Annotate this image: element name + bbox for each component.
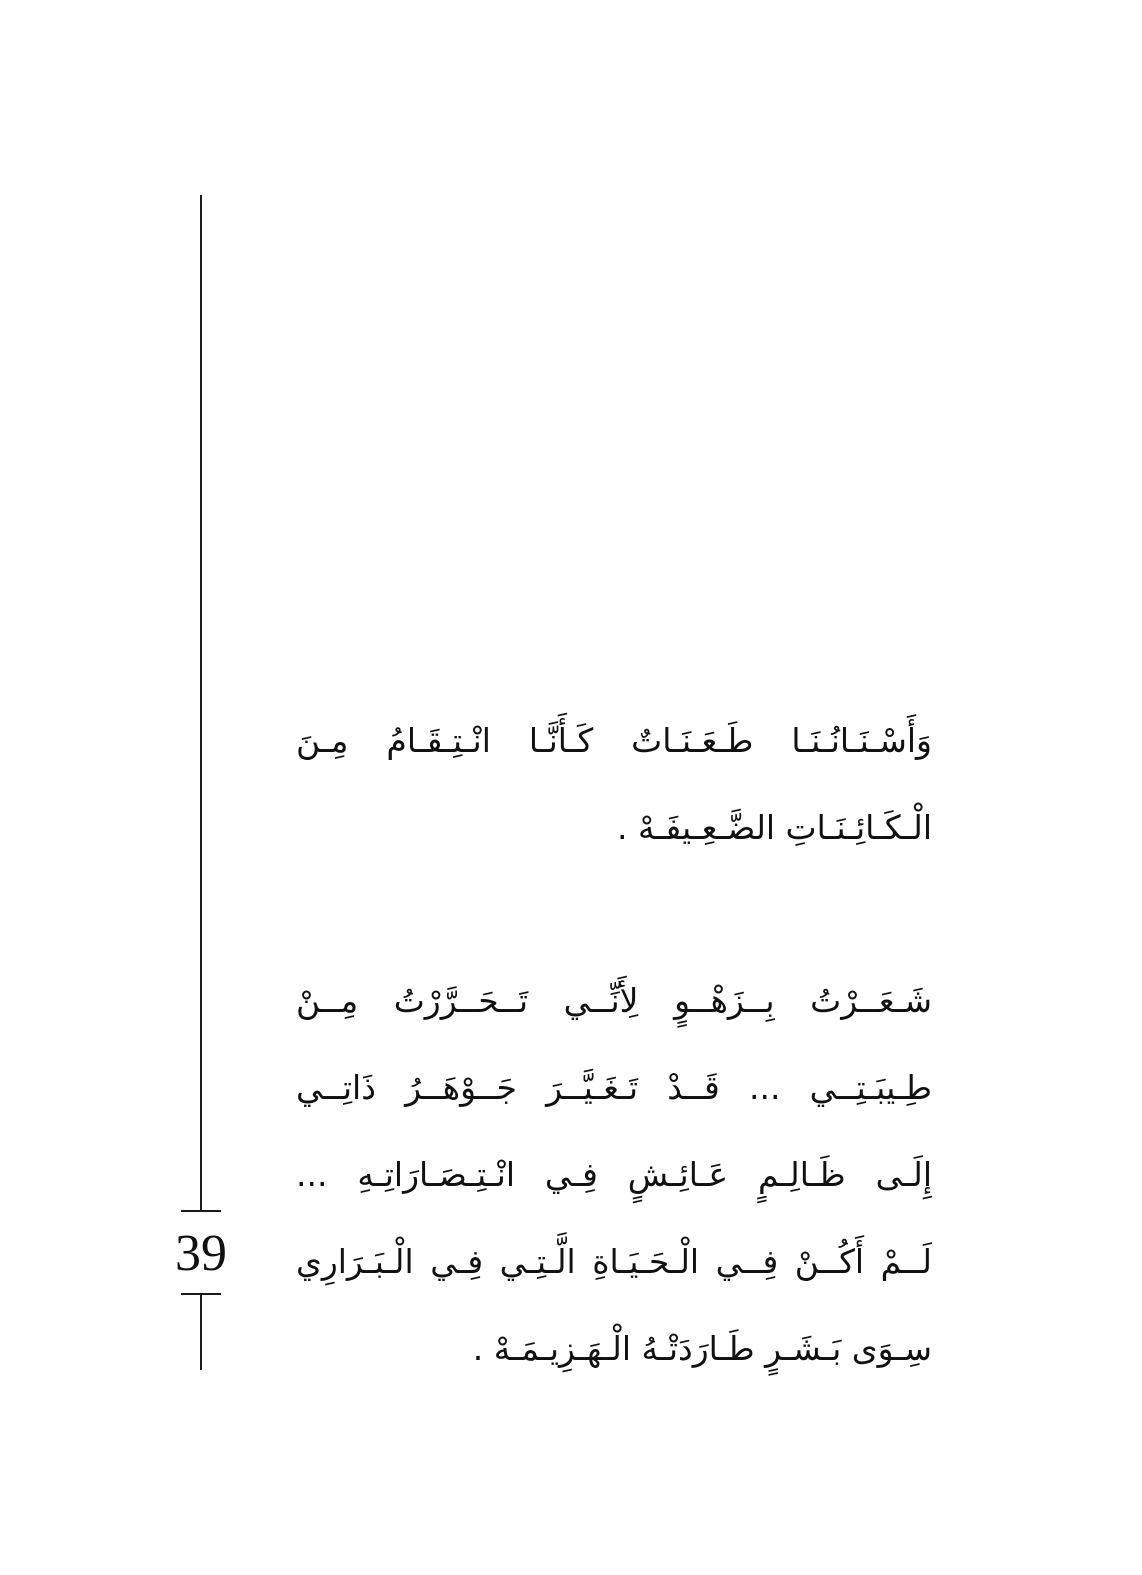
text-line: طِـيبَـتِــي ... قَــدْ تَـغَـيَّــرَ جَــوْهَــرُ ذَاتِــي bbox=[296, 1068, 932, 1107]
text-line: لَــمْ أَكُــنْ فِــي الْـحَـيَـاةِ الَّـتِـي فِـي الْـبَـرَارِي bbox=[296, 1242, 932, 1281]
text-line: شَـعَــرْتُ بِــزَهْــوٍ لِأَنِّــي تَــحَــرَّرْتُ مِــنْ bbox=[296, 981, 932, 1020]
text-line: إِلَـى ظَـالِـمٍ عَـائِـشٍ فِـي انْـتِـصَـارَاتِـهِ ... bbox=[296, 1155, 932, 1194]
page-number-tick-top bbox=[181, 1210, 221, 1212]
text-line: سِـوَى بَـشَـرٍ طَـارَدَتْـهُ الْـهَـزِيـمَـهْ . bbox=[472, 1329, 932, 1368]
text-line: وَأَسْـنَـانُـنَـا طَـعَـنَـاتٌ كَـأَنَّـا انْـتِـقَـامُ مِـنَ bbox=[296, 721, 932, 760]
margin-rule-bottom bbox=[200, 1294, 202, 1370]
margin-rule-top bbox=[200, 195, 202, 1211]
paragraph-2 bbox=[296, 957, 932, 1392]
paragraph-1 bbox=[296, 697, 932, 871]
page-number: 39 bbox=[175, 1225, 227, 1282]
text-line: الْـكَـائِـنَـاتِ الضَّـعِـيفَـهْ . bbox=[616, 808, 932, 847]
